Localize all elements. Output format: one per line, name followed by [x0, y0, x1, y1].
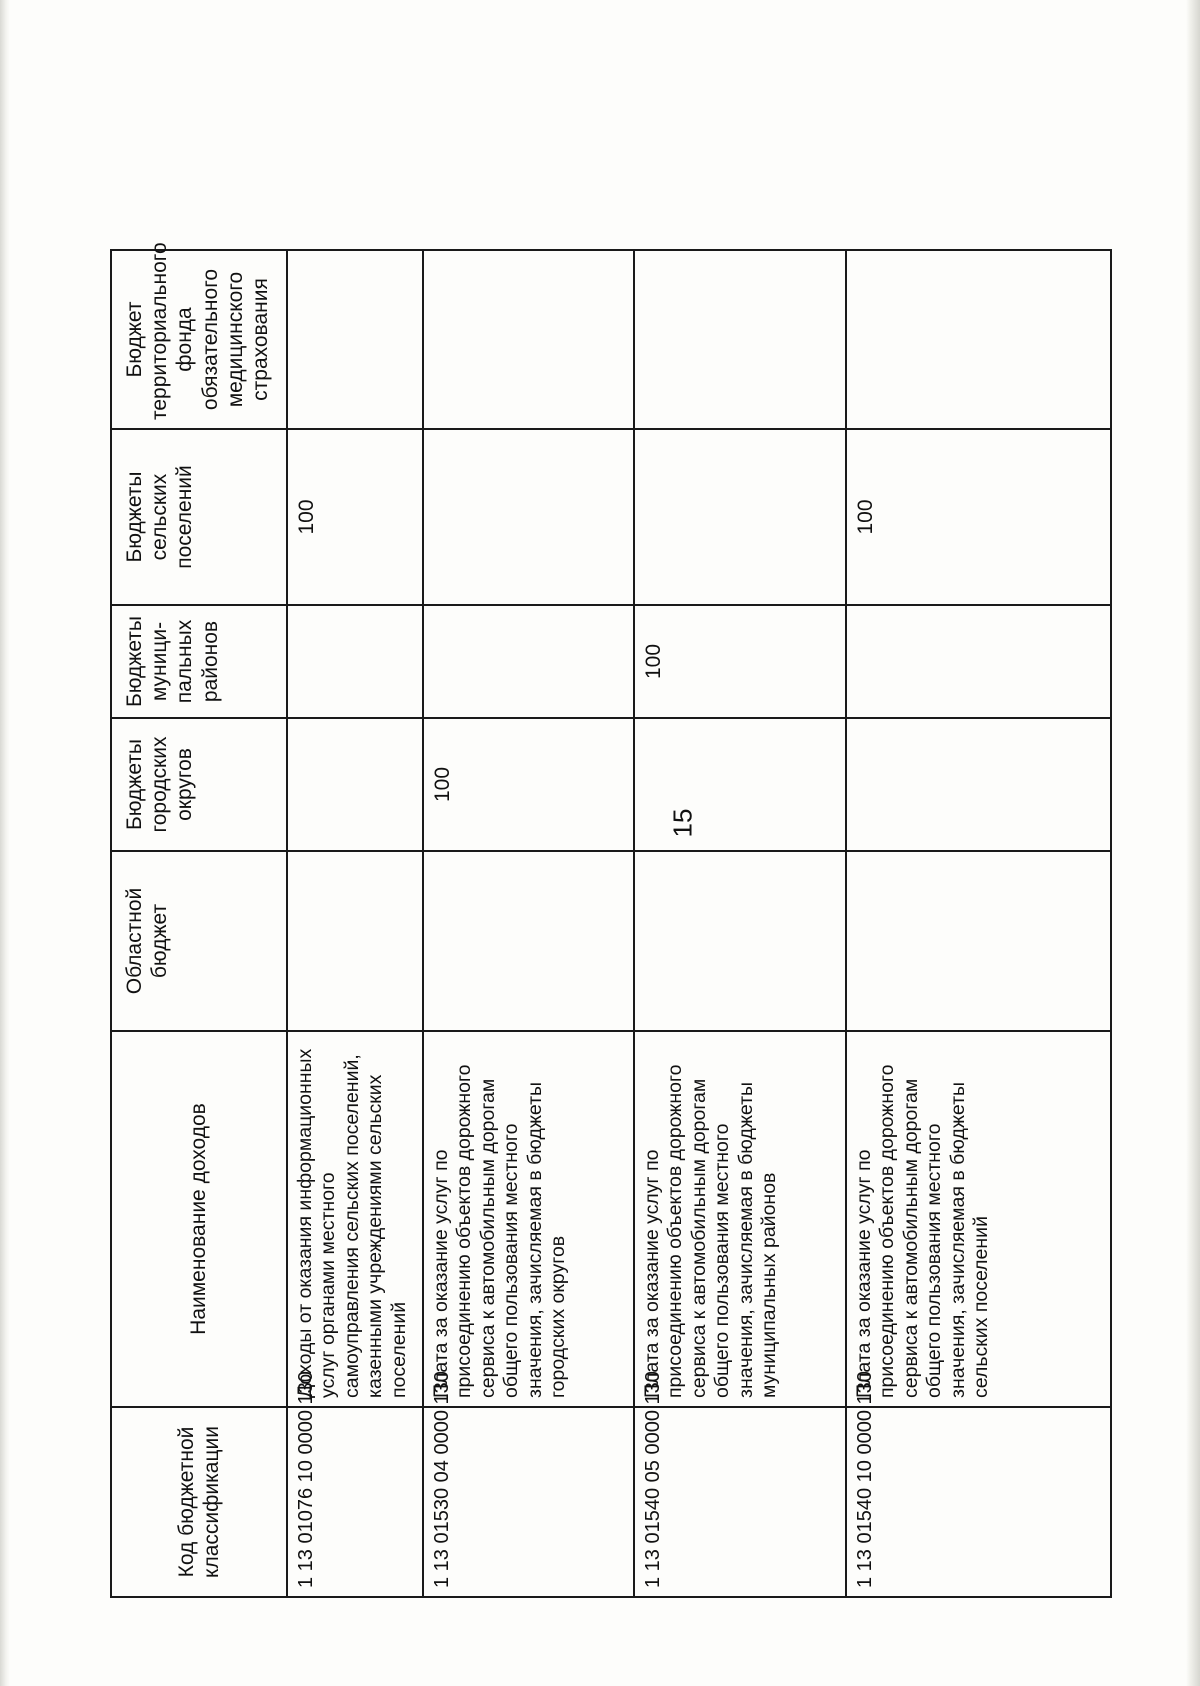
- income-table: [110, 66, 1112, 1598]
- scan-edge-left: [0, 0, 10, 1686]
- value-regional: [287, 851, 423, 1031]
- row-code: 1 13 01540 10 0000 130: [846, 1407, 1111, 1597]
- value-medical-fund: [423, 250, 634, 429]
- row-code: 1 13 01076 10 0000 130: [287, 1407, 423, 1597]
- header-name: Наименование доходов: [111, 1031, 287, 1407]
- value-municipal-district: [423, 605, 634, 718]
- header-municipal-district-budgets: Бюджеты муници-пальных районов: [111, 605, 287, 718]
- value-city-district: [287, 718, 423, 851]
- value-regional: [634, 851, 846, 1031]
- row-name: Плата за оказание услуг по присоединению объектов дорожного сервиса к автомобильным дорогам общего пользования местного значения, зачисляемая в бюджеты городских округов: [423, 1031, 634, 1407]
- value-municipal-district: [846, 605, 1111, 718]
- value-regional: [846, 851, 1111, 1031]
- value-city-district: [634, 718, 846, 851]
- table-row: [846, 67, 1111, 1597]
- header-row: [111, 67, 287, 1597]
- value-regional: [423, 851, 634, 1031]
- value-rural-settlement: 100: [287, 429, 423, 605]
- value-medical-fund: [846, 250, 1111, 429]
- table-row: [423, 67, 634, 1597]
- header-code: Код бюджетной классификации: [111, 1407, 287, 1597]
- value-municipal-district: [287, 605, 423, 718]
- value-municipal-district: 100: [634, 605, 846, 718]
- table-row: [634, 67, 846, 1597]
- scan-edge-right: [1186, 0, 1200, 1686]
- row-code: 1 13 01540 05 0000 130: [634, 1407, 846, 1597]
- row-code: 1 13 01530 04 0000 130: [423, 1407, 634, 1597]
- row-name: Плата за оказание услуг по присоединению объектов дорожного сервиса к автомобильным дорогам общего пользования местного значения, зачисляемая в бюджеты сельских поселений: [846, 1031, 1111, 1407]
- header-medical-insurance-fund-budget: Бюджет территориального фонда обязательного медицинского страхования: [111, 250, 287, 429]
- value-city-district: [846, 718, 1111, 851]
- table-row: [287, 67, 423, 1597]
- value-rural-settlement: 100: [846, 429, 1111, 605]
- table-container: [110, 68, 1110, 1598]
- value-city-district: 100: [423, 718, 634, 851]
- row-name: Доходы от оказания информационных услуг органами местного самоуправления сельских поселений, казенными учреждениями сельских поселений: [287, 1031, 423, 1407]
- row-name: Плата за оказание услуг по присоединению объектов дорожного сервиса к автомобильным дорогам общего пользования местного значения, зачисляемая в бюджеты муниципальных районов: [634, 1031, 846, 1407]
- value-medical-fund: [287, 250, 423, 429]
- value-medical-fund: [634, 250, 846, 429]
- header-rural-settlement-budgets: Бюджеты сельских поселений: [111, 429, 287, 605]
- value-rural-settlement: [634, 429, 846, 605]
- header-city-district-budgets: Бюджеты городских округов: [111, 718, 287, 851]
- header-regional-budget: Областной бюджет: [111, 851, 287, 1031]
- value-rural-settlement: [423, 429, 634, 605]
- page-number: 15: [667, 808, 698, 838]
